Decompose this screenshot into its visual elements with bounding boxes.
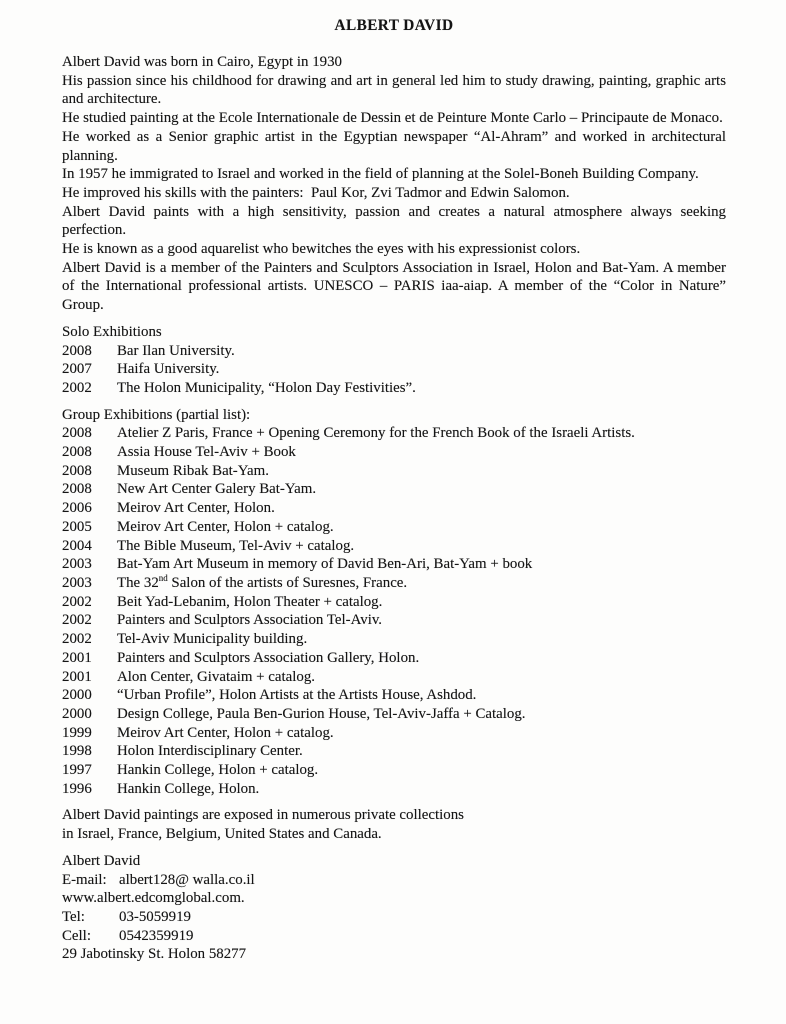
- bio-paragraph: He improved his skills with the painters: Paul Kor, Zvi Tadmor and Edwin Salomon.: [62, 184, 570, 201]
- contact-value: 29 Jabotinsky St. Holon 58277: [62, 946, 247, 963]
- exhibition-row: [62, 742, 726, 761]
- exhibition-row: [62, 761, 726, 780]
- exhibition-row: [62, 480, 726, 499]
- bio-paragraph: He worked as a Senior graphic artist in the Egyptian newspaper “Al-Ahram” and worked in architectural planning.: [62, 128, 726, 164]
- bio-paragraph: Albert David paints with a high sensitivity, passion and creates a natural atmosphere always seeking perfection.: [62, 203, 726, 239]
- bio-paragraph: Albert David was born in Cairo, Egypt in 1930: [62, 54, 342, 70]
- solo-exhibitions-heading: Solo Exhibitions: [62, 323, 162, 340]
- bio-paragraph: In 1957 he immigrated to Israel and worked in the field of planning at the Solel-Boneh Building Company.: [62, 166, 699, 183]
- exhibition-year: 1998: [62, 743, 92, 760]
- exhibition-title: Museum Ribak Bat-Yam.: [117, 462, 269, 479]
- exhibition-title: Tel-Aviv Municipality building.: [117, 631, 308, 648]
- exhibition-title: The Holon Municipality, “Holon Day Festivities”.: [117, 379, 416, 396]
- exhibition-year: 2002: [62, 593, 92, 610]
- exhibition-row: [62, 342, 726, 361]
- exhibition-year: 2008: [62, 425, 92, 442]
- collections-note-line-2: in Israel, France, Belgium, United States and Canada.: [62, 826, 382, 843]
- exhibition-year: 2001: [62, 649, 92, 666]
- contact-label: E-mail:: [62, 871, 107, 888]
- solo-exhibitions-section: [62, 323, 726, 398]
- exhibition-year: 2008: [62, 342, 92, 359]
- exhibition-row: [62, 379, 726, 398]
- collections-note-line-1: Albert David paintings are exposed in numerous private collections: [62, 807, 464, 824]
- exhibition-year: 2002: [62, 379, 92, 396]
- exhibition-row: [62, 724, 726, 743]
- exhibition-title: Assia House Tel-Aviv + Book: [117, 444, 296, 461]
- exhibition-title: Hankin College, Holon + catalog.: [117, 762, 319, 779]
- document-title: ALBERT DAVID: [334, 17, 454, 34]
- exhibition-row: [62, 555, 726, 574]
- solo-exhibitions-list: [62, 342, 726, 398]
- exhibition-year: 1997: [62, 762, 92, 779]
- exhibition-title: Bat-Yam Art Museum in memory of David Ben-Ari, Bat-Yam + book: [117, 556, 533, 573]
- exhibition-year: 2002: [62, 631, 92, 648]
- exhibition-row: [62, 574, 726, 593]
- exhibition-year: 2003: [62, 556, 92, 573]
- contact-label: Tel:: [62, 908, 85, 925]
- exhibition-title: Meirov Art Center, Holon + catalog.: [117, 724, 334, 741]
- exhibition-row: [62, 780, 726, 799]
- contact-value: 03-5059919: [119, 908, 191, 925]
- exhibition-title: “Urban Profile”, Holon Artists at the Artists House, Ashdod.: [117, 687, 477, 704]
- group-exhibitions-list: [62, 424, 726, 798]
- exhibition-row: [62, 705, 726, 724]
- exhibition-row: [62, 462, 726, 481]
- contact-section: [62, 852, 726, 964]
- exhibition-year: 2004: [62, 537, 92, 554]
- contact-row: [62, 945, 726, 964]
- contact-lines: [62, 871, 726, 965]
- exhibition-row: [62, 649, 726, 668]
- exhibition-title: Meirov Art Center, Holon.: [117, 500, 275, 517]
- exhibition-year: 2003: [62, 574, 92, 591]
- exhibition-year: 1999: [62, 724, 92, 741]
- exhibition-year: 1996: [62, 780, 92, 797]
- exhibition-year: 2000: [62, 687, 92, 704]
- exhibition-title: Atelier Z Paris, France + Opening Ceremony for the French Book of the Israeli Artists.: [117, 425, 635, 442]
- exhibition-row: [62, 518, 726, 537]
- exhibition-row: [62, 499, 726, 518]
- exhibition-year: 2008: [62, 481, 92, 498]
- contact-row: [62, 908, 726, 927]
- exhibition-title: Painters and Sculptors Association Gallery, Holon.: [117, 649, 420, 666]
- exhibition-row: [62, 668, 726, 687]
- bio-paragraph: His passion since his childhood for drawing and art in general led him to study drawing, painting, graphic arts and architecture.: [62, 72, 726, 108]
- exhibition-row: [62, 360, 726, 379]
- exhibition-year: 2007: [62, 361, 92, 378]
- exhibition-row: [62, 424, 726, 443]
- group-exhibitions-section: [62, 406, 726, 799]
- exhibition-row: [62, 537, 726, 556]
- exhibition-title: Design College, Paula Ben-Gurion House, Tel-Aviv-Jaffa + Catalog.: [117, 705, 526, 722]
- contact-label: Cell:: [62, 927, 91, 944]
- group-exhibitions-heading: Group Exhibitions (partial list):: [62, 406, 251, 423]
- contact-row: [62, 927, 726, 946]
- exhibition-row: [62, 593, 726, 612]
- exhibition-year: 2006: [62, 500, 92, 517]
- exhibition-title: New Art Center Galery Bat-Yam.: [117, 481, 317, 498]
- contact-value: albert128@ walla.co.il: [119, 871, 255, 888]
- exhibition-year: 2008: [62, 462, 92, 479]
- contact-value: www.albert.edcomglobal.com.: [62, 890, 245, 907]
- contact-value: 0542359919: [119, 927, 194, 944]
- bio-section: [62, 53, 726, 315]
- exhibition-title: The 32nd Salon of the artists of Suresnes, France.: [117, 573, 408, 591]
- exhibition-year: 2001: [62, 668, 92, 685]
- exhibition-year: 2008: [62, 444, 92, 461]
- exhibition-year: 2005: [62, 518, 92, 535]
- exhibition-row: [62, 443, 726, 462]
- exhibition-row: [62, 611, 726, 630]
- exhibition-title: Haifa University.: [117, 361, 220, 378]
- exhibition-title: Beit Yad-Lebanim, Holon Theater + catalog.: [117, 593, 383, 610]
- exhibition-title: Meirov Art Center, Holon + catalog.: [117, 518, 334, 535]
- exhibition-row: [62, 686, 726, 705]
- contact-name: Albert David: [62, 852, 141, 869]
- exhibition-title: The Bible Museum, Tel-Aviv + catalog.: [117, 537, 355, 554]
- bio-paragraph: He studied painting at the Ecole Internationale de Dessin et de Peinture Monte Carlo – Principaute de Monaco.: [62, 110, 723, 127]
- exhibition-year: 2002: [62, 612, 92, 629]
- exhibition-title: Painters and Sculptors Association Tel-Aviv.: [117, 612, 383, 629]
- contact-row: [62, 889, 726, 908]
- exhibition-title: Alon Center, Givataim + catalog.: [117, 668, 316, 685]
- exhibition-title: Holon Interdisciplinary Center.: [117, 743, 303, 760]
- bio-paragraph: Albert David is a member of the Painters and Sculptors Association in Israel, Holon and Bat-Yam. A member of the International professional artists. UNESCO – PARIS iaa-aiap. A member of the “Color in Nature” Group.: [62, 259, 726, 314]
- exhibition-row: [62, 630, 726, 649]
- exhibition-title: Bar Ilan University.: [117, 342, 235, 359]
- contact-row: [62, 871, 726, 890]
- bio-paragraph: He is known as a good aquarelist who bewitches the eyes with his expressionist colors.: [62, 241, 581, 258]
- collections-note: [62, 806, 726, 843]
- exhibition-year: 2000: [62, 705, 92, 722]
- exhibition-title: Hankin College, Holon.: [117, 780, 260, 797]
